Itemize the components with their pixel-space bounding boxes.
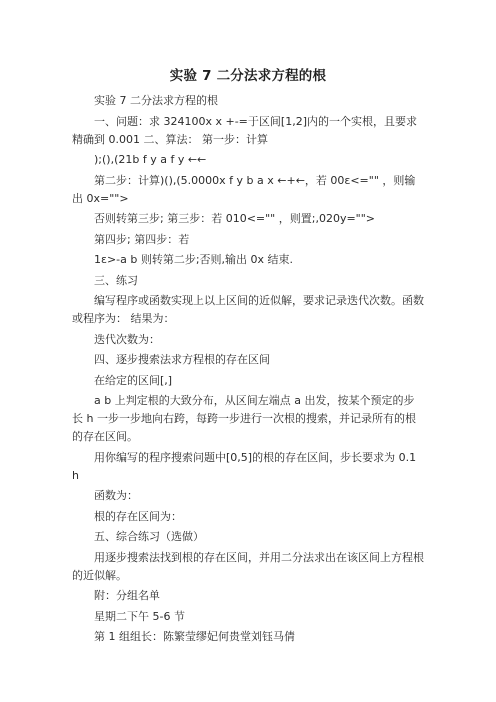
paragraph: 用你编写的程序搜索问题中[0,5]的根的存在区间，步长要求为 0.1 h — [72, 450, 417, 482]
paragraph: 迭代次数为： — [94, 332, 160, 346]
paragraph: 第二步：计算)(),(5.0000x f y b a x ←+←，若 00ε<="" ，则输出 0x=""> — [72, 173, 416, 205]
section-heading: 四、逐步搜索法求方程根的存在区间 — [94, 353, 270, 366]
section-heading: 三、练习 — [94, 273, 138, 287]
paragraph: 第 1 组组长：陈繁莹缪妃何贵堂刘钰马倩 — [94, 630, 295, 643]
paragraph: 实验 7 二分法求方程的根 — [94, 94, 218, 107]
section-heading: 五、综合练习（选做） — [94, 530, 204, 543]
paragraph: 在给定的区间[,] — [94, 373, 173, 387]
paragraph: 否则转第三步; 第三步：若 010<="" ，则置;,020y=""> — [94, 212, 376, 225]
paragraph: 第四步; 第四步：若 — [94, 232, 190, 246]
document-title: 实验 7 二分法求方程的根 — [169, 68, 327, 84]
paragraph: 编写程序或函数实现上以上区间的近似解，要求记录迭代次数。函数或程序为： 结果为： — [72, 294, 424, 325]
paragraph: 用逐步搜索法找到根的存在区间，并用二分法求出在该区间上方程根的近似解。 — [72, 550, 424, 582]
paragraph: );(),(21b f y a f y ←← — [94, 153, 207, 166]
paragraph: 一、问题：求 324100x x +-=于区间[1,2]内的一个实根，且要求精确到 0.001 二、算法： 第一步：计算 — [72, 114, 417, 146]
paragraph: 函数为： — [94, 489, 138, 502]
document-body — [72, 92, 424, 649]
paragraph: 附：分组名单 — [94, 589, 160, 602]
paragraph: 1ε>-a b 则转第二步;否则,输出 0x 结束. — [94, 253, 294, 266]
paragraph: 根的存在区间为： — [94, 509, 182, 523]
paragraph: a b 上判定根的大致分布，从区间左端点 a 出发，按某个预定的步长 h 一步一步地向右跨，每跨一步进行一次根的搜索，并记录所有的根的存在区间。 — [72, 394, 416, 443]
paragraph: 星期二下午 5-6 节 — [94, 609, 185, 623]
